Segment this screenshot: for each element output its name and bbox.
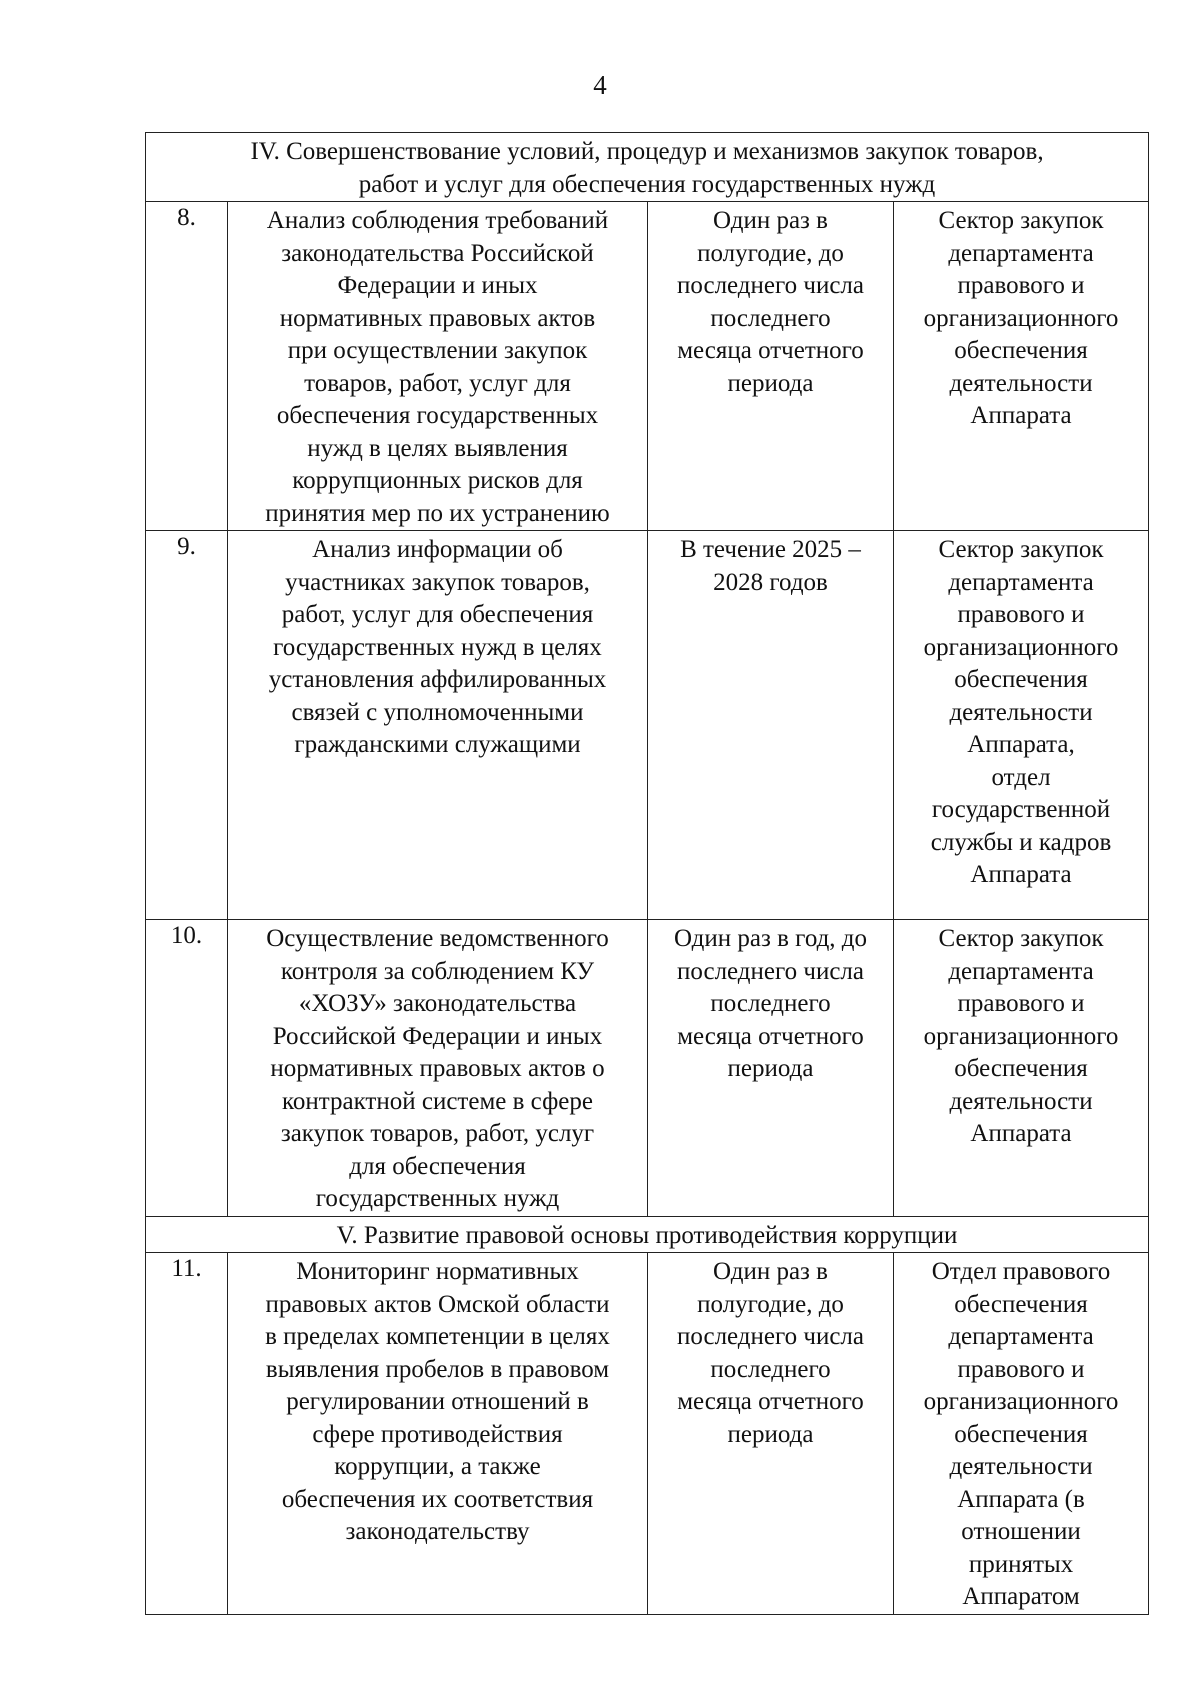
deadline-cell — [648, 1253, 894, 1615]
deadline-text: Один раз в полугодие, до последнего числа последнего месяца отчетного периода — [676, 1258, 865, 1448]
section-header-row — [146, 133, 1149, 202]
table-row — [146, 202, 1149, 531]
responsible-cell — [894, 202, 1149, 531]
action-cell — [228, 202, 648, 531]
responsible-text: Сектор закупок департамента правового и организационного обеспечения деятельности Аппарата — [923, 207, 1119, 429]
table-row — [146, 531, 1149, 920]
action-text: Осуществление ведомственного контроля за соблюдением КУ «ХОЗУ» законодательства Российской Федерации и иных нормативных правовых актов о контрактной системе в сфере закупок товаров, работ, услуг для обеспечения государственных нужд — [266, 925, 609, 1212]
row-number: 8. — [177, 204, 196, 231]
action-text: Анализ соблюдения требований законодательства Российской Федерации и иных нормативных правовых актов при осуществлении закупок товаров, работ, услуг для обеспечения государственных нужд в целях выявления коррупционных рисков для принятия мер по их устранению — [265, 207, 610, 527]
deadline-text: Один раз в полугодие, до последнего числа последнего месяца отчетного периода — [676, 207, 865, 397]
deadline-cell — [648, 920, 894, 1217]
page-number: 4 — [593, 70, 607, 100]
row-number-cell — [146, 531, 228, 920]
section-title-v — [146, 1216, 1149, 1253]
responsible-cell — [894, 920, 1149, 1217]
row-number-cell — [146, 202, 228, 531]
responsible-text: Отдел правового обеспечения департамента правового и организационного обеспечения деятельности Аппарата (в отношении принятых Аппаратом — [923, 1258, 1119, 1610]
section-title-text: V. Развитие правовой основы противодействия коррупции — [336, 1221, 958, 1249]
action-cell — [228, 531, 648, 920]
action-cell — [228, 920, 648, 1217]
deadline-cell — [648, 202, 894, 531]
deadline-text: Один раз в год, до последнего числа последнего месяца отчетного периода — [673, 925, 868, 1082]
responsible-cell — [894, 1253, 1149, 1615]
section-title-iv — [146, 133, 1149, 202]
row-number-cell — [146, 1253, 228, 1615]
action-cell — [228, 1253, 648, 1615]
section-title-text: IV. Совершенствование условий, процедур и механизмов закупок товаров, работ и услуг для обеспечения государственных нужд — [250, 138, 1044, 198]
deadline-text: В течение 2025 – 2028 годов — [680, 536, 861, 596]
action-text: Мониторинг нормативных правовых актов Омской области в пределах компетенции в целях выявления пробелов в правовом регулировании отношений в сфере противодействия коррупции, а также обеспечения их соответствия законодательству — [265, 1258, 610, 1545]
action-text: Анализ информации об участниках закупок товаров, работ, услуг для обеспечения государственных нужд в целях установления аффилированных связей с уполномоченными гражданскими служащими — [268, 536, 607, 758]
table-row — [146, 920, 1149, 1217]
row-number: 9. — [177, 533, 196, 560]
section-header-row — [146, 1216, 1149, 1253]
responsible-text: Сектор закупок департамента правового и организационного обеспечения деятельности Аппарата, отдел государственной службы и кадров Аппарата — [923, 536, 1119, 888]
row-number: 10. — [170, 922, 203, 949]
row-number: 11. — [171, 1255, 202, 1282]
deadline-cell — [648, 531, 894, 920]
row-number-cell — [146, 920, 228, 1217]
table-row — [146, 1253, 1149, 1615]
anti-corruption-plan-table — [145, 132, 1149, 1615]
responsible-cell — [894, 531, 1149, 920]
responsible-text: Сектор закупок департамента правового и организационного обеспечения деятельности Аппарата — [923, 925, 1119, 1147]
